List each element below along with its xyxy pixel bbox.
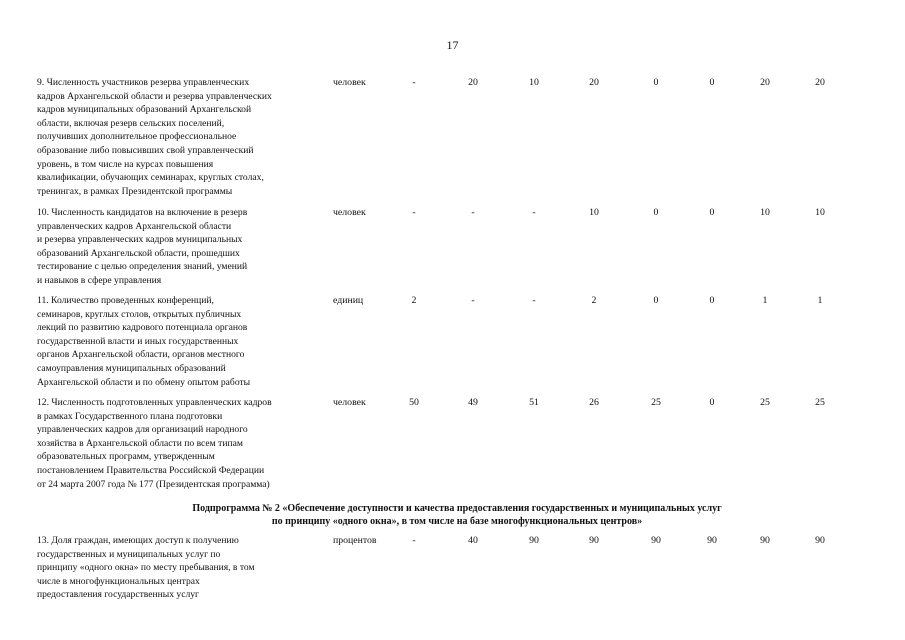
indicator-value: - xyxy=(471,295,475,306)
indicator-value: 50 xyxy=(409,397,419,408)
indicator-value: - xyxy=(412,77,416,88)
indicator-value: 10 xyxy=(760,207,770,218)
subprogram-heading-line: по принципу «одного окна», в том числе на базе многофункциональных центров» xyxy=(271,516,643,527)
indicator-value: 0 xyxy=(709,77,715,88)
indicator-value: 0 xyxy=(653,77,659,88)
subprogram-heading xyxy=(37,502,877,528)
indicator-value: - xyxy=(412,207,416,218)
indicator-value: 2 xyxy=(591,295,597,306)
indicator-value: 1 xyxy=(762,295,768,306)
indicator-unit: процентов xyxy=(333,535,377,546)
indicator-value: 2 xyxy=(411,295,417,306)
indicator-value: 20 xyxy=(468,77,478,88)
indicator-value: 1 xyxy=(817,295,823,306)
indicator-value: 90 xyxy=(760,535,770,546)
indicator-value: 25 xyxy=(760,397,770,408)
indicator-value: 90 xyxy=(707,535,717,546)
indicator-value: 90 xyxy=(589,535,599,546)
indicator-value: 0 xyxy=(709,207,715,218)
indicator-unit: человек xyxy=(333,397,366,408)
indicator-value: - xyxy=(532,207,536,218)
indicator-value: 90 xyxy=(651,535,661,546)
indicator-unit: человек xyxy=(333,77,366,88)
indicator-description: 13. Доля граждан, имеющих доступ к получению государственных и муниципальных услуг по принципу «одного окна» по месту пребывания, в том числе в многофункциональных центрах предоставления государственных услуг xyxy=(37,535,255,601)
indicator-value: 10 xyxy=(529,77,539,88)
indicator-unit: единиц xyxy=(333,295,364,306)
indicator-value: 25 xyxy=(815,397,825,408)
indicator-value: 25 xyxy=(651,397,661,408)
indicator-value: - xyxy=(532,295,536,306)
indicator-value: 20 xyxy=(760,77,770,88)
indicator-description: 10. Численность кандидатов на включение в резерв управленческих кадров Архангельской области и резерва управленческих кадров муниципальных образований Архангельской области, прошедших тестирование с целью определения знаний, умений и навыков в сфере управления xyxy=(37,207,248,286)
indicator-value: 26 xyxy=(589,397,599,408)
indicator-value: - xyxy=(471,207,475,218)
indicator-value: 51 xyxy=(529,397,539,408)
indicator-description: 9. Численность участников резерва управленческих кадров Архангельской области и резерва управленческих кадров муниципальных образований Архангельской области, включая резерв сельских поселений, получивших дополнительное профессиональное образование либо повысивших свой управленческий уровень, в том числе на курсах повышения квалификации, обучающих семинарах, круглых столах, тренингах, в рамках Президентской программы xyxy=(37,77,272,197)
indicator-value: 0 xyxy=(653,207,659,218)
indicator-value: 10 xyxy=(589,207,599,218)
indicator-value: 90 xyxy=(529,535,539,546)
indicator-value: 0 xyxy=(709,295,715,306)
indicator-value: 20 xyxy=(815,77,825,88)
indicator-value: 90 xyxy=(815,535,825,546)
indicator-value: 10 xyxy=(815,207,825,218)
indicator-unit: человек xyxy=(333,207,366,218)
indicator-value: - xyxy=(412,535,416,546)
indicator-value: 0 xyxy=(653,295,659,306)
subprogram-heading-line: Подпрограмма № 2 «Обеспечение доступности и качества предоставления государственных и муниципальных услуг xyxy=(192,503,722,514)
indicator-description: 12. Численность подготовленных управленческих кадров в рамках Государственного плана подготовки управленческих кадров для организаций народного хозяйства в Архангельской области по всем типам образовательных программ, утвержденным постановлением Правительства Российской Федерации от 24 марта 2007 года № 177 (Президентская программа) xyxy=(37,397,272,490)
page-number: 17 xyxy=(446,38,459,52)
indicator-value: 49 xyxy=(468,397,478,408)
indicator-value: 20 xyxy=(589,77,599,88)
indicator-value: 0 xyxy=(709,397,715,408)
indicator-value: 40 xyxy=(468,535,478,546)
indicator-description: 11. Количество проведенных конференций, семинаров, круглых столов, открытых публичных лекций по развитию кадрового потенциала органов государственной власти и иных государственных органов Архангельской области, органов местного самоуправления муниципальных образований Архангельской области и по обмену опытом работы xyxy=(37,295,251,388)
